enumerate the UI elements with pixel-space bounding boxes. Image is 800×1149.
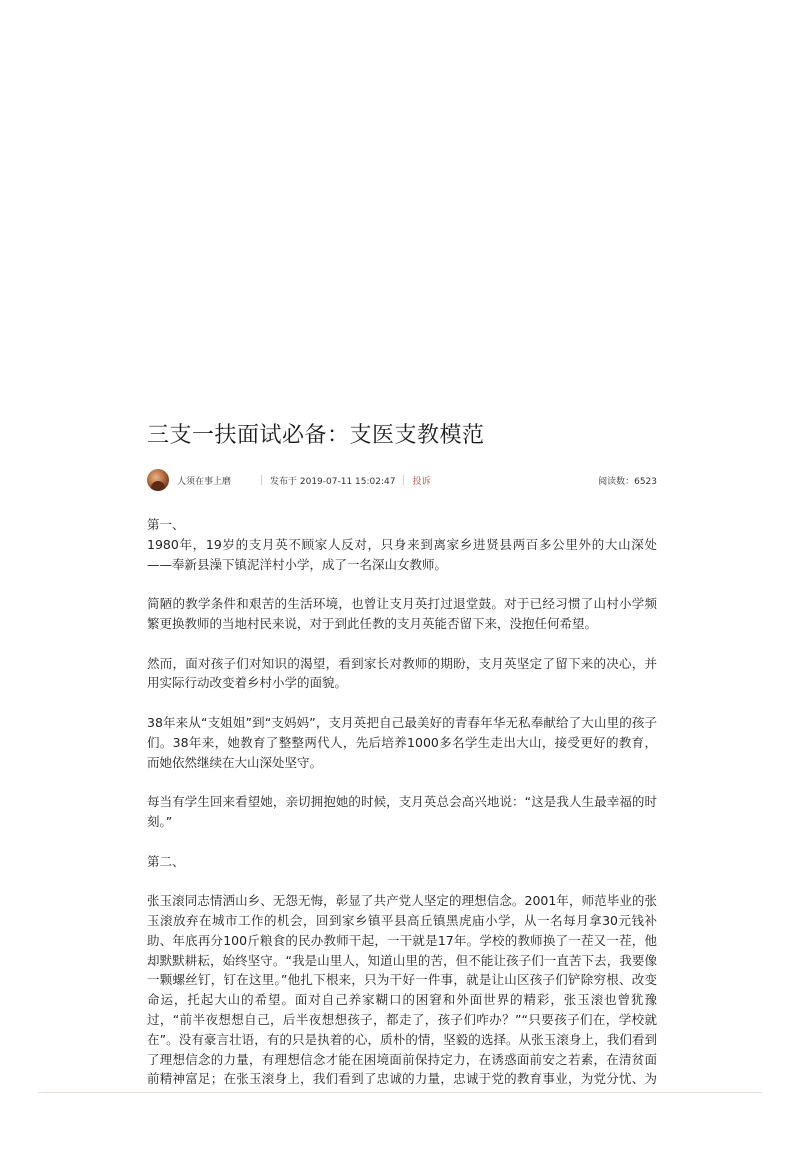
article-body [147,515,657,1129]
article-title: 三支一扶面试必备：支医支教模范 [147,423,485,448]
publish-date: 发布于 2019-07-11 15:02:47 [270,476,396,487]
paragraph: 然而，面对孩子们对知识的渴望，看到家长对教师的期盼，支月英坚定了留下来的决心，并用实际行动改变着乡村小学的面貌。 [147,655,657,691]
section-heading-1: 第一、 [147,517,185,532]
author-avatar[interactable] [147,469,169,491]
paragraph: 简陋的教学条件和艰苦的生活环境，也曾让支月英打过退堂鼓。对于已经习惯了山村小学频繁更换教师的当地村民来说，对于到此任教的支月英能否留下来，没抱任何希望。 [147,596,657,631]
meta-divider [403,475,404,485]
article-meta [147,468,657,492]
paragraph: 1980年，19岁的支月英不顾家人反对，只身来到离家乡进贤县两百多公里外的大山深处——奉新县澡下镇泥洋村小学，成了一名深山女教师。 [147,536,657,572]
paragraph: 38年来从“支姐姐”到“支妈妈”，支月英把自己最美好的青春年华无私奉献给了大山里的孩子们。38年来，她教育了整整两代人，先后培养1000多名学生走出大山，接受更好的教育，而她依然继续在大山深处坚守。 [147,714,657,770]
paragraph: 每当有学生回来看望她，亲切拥抱她的时候，支月英总会高兴地说：“这是我人生最幸福的时刻。” [147,794,657,829]
article [147,418,657,1149]
paragraph: 张玉滚同志情洒山乡、无怨无悔，彰显了共产党人坚定的理想信念。2001年，师范毕业的张玉滚放弃在城市工作的机会，回到家乡镇平县高丘镇黑虎庙小学，从一名每月拿30元钱补助、年底再分100斤粮食的民办教师干起，一干就是17年。学校的教师换了一茬又一茬，他却默默耕耘，始终坚守。“我是山里人，知道山里的苦，但不能让孩子们一直苦下去，我要像一颗螺丝钉，钉在这里。”他扎下根来，只为干好一件事，就是让山区孩子们铲除穷根、改变命运，托起大山的希望。面对自己养家糊口的困窘和外面世界的精彩，张玉滚也曾犹豫过，“前半夜想想自己，后半夜想想孩子，都走了，孩子们咋办？”“只要孩子们在，学校就在”。没有豪言壮语，有的只是执着的心，质朴的情，坚毅的选择。从张玉滚身上，我们看到了理想信念的力量，有理想信念才能在困境面前保持定力，在诱惑面前安之若素，在清贫面前精神富足；在张玉滚身上，我们看到了忠诚的力量，忠诚于党的教育事业，为党分忧、为 [147,893,657,1087]
read-count: 阅读数：6523 [598,476,657,487]
meta-divider [261,475,262,485]
page-bottom-margin [0,1093,800,1132]
section-heading-2: 第二、 [147,853,185,869]
page-divider [38,1092,762,1093]
author-name[interactable]: 人须在事上磨 [177,476,232,487]
complain-link[interactable]: 投诉 [412,476,431,487]
